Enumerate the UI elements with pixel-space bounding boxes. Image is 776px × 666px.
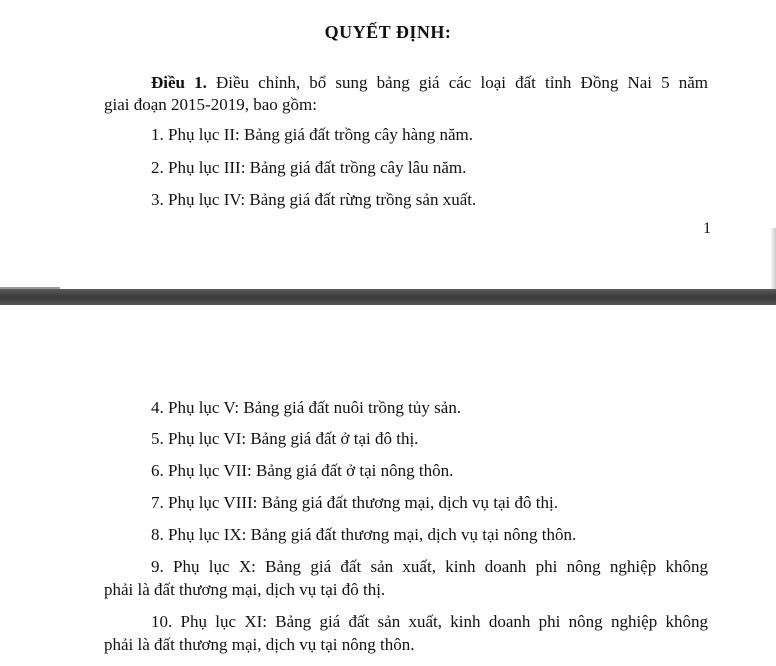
document-page-1 bbox=[0, 0, 776, 289]
page-edge-shadow bbox=[770, 228, 776, 290]
decision-title: QUYẾT ĐỊNH: bbox=[324, 22, 452, 42]
article-1-line-2: giai đoạn 2015-2019, bao gồm: bbox=[104, 95, 317, 114]
list-item-10-line-1: 10. Phụ lục XI: Bảng giá đất sản xuất, kinh doanh phi nông nghiệp không bbox=[151, 612, 708, 631]
page-number: 1 bbox=[703, 220, 711, 237]
list-item-6: 6. Phụ lục VII: Bảng giá đất ở tại nông thôn. bbox=[151, 461, 454, 480]
list-item-10-line-2: phải là đất thương mại, dịch vụ tại nông thôn. bbox=[104, 635, 415, 654]
list-item-1: 1. Phụ lục II: Bảng giá đất trồng cây hàng năm. bbox=[151, 125, 473, 144]
list-item-5: 5. Phụ lục VI: Bảng giá đất ở tại đô thị. bbox=[151, 429, 419, 448]
list-item-7: 7. Phụ lục VIII: Bảng giá đất thương mại, dịch vụ tại đô thị. bbox=[151, 493, 558, 512]
list-item-4: 4. Phụ lục V: Bảng giá đất nuôi trồng tủy sản. bbox=[151, 398, 462, 417]
list-item-9-line-1: 9. Phụ lục X: Bảng giá đất sản xuất, kinh doanh phi nông nghiệp không bbox=[151, 557, 708, 576]
article-1-line-1 bbox=[151, 72, 708, 94]
list-item-3: 3. Phụ lục IV: Bảng giá đất rừng trồng sản xuất. bbox=[151, 190, 477, 209]
list-item-9-line-2: phải là đất thương mại, dịch vụ tại đô thị. bbox=[104, 580, 386, 599]
article-label: Điều 1. bbox=[151, 73, 207, 92]
page-separator bbox=[0, 289, 776, 305]
article-text: Điều chỉnh, bổ sung bảng giá các loại đất tỉnh Đồng Nai 5 năm bbox=[216, 73, 708, 92]
list-item-8: 8. Phụ lục IX: Bảng giá đất thương mại, dịch vụ tại nông thôn. bbox=[151, 525, 577, 544]
list-item-2: 2. Phụ lục III: Bảng giá đất trồng cây lâu năm. bbox=[151, 158, 467, 177]
